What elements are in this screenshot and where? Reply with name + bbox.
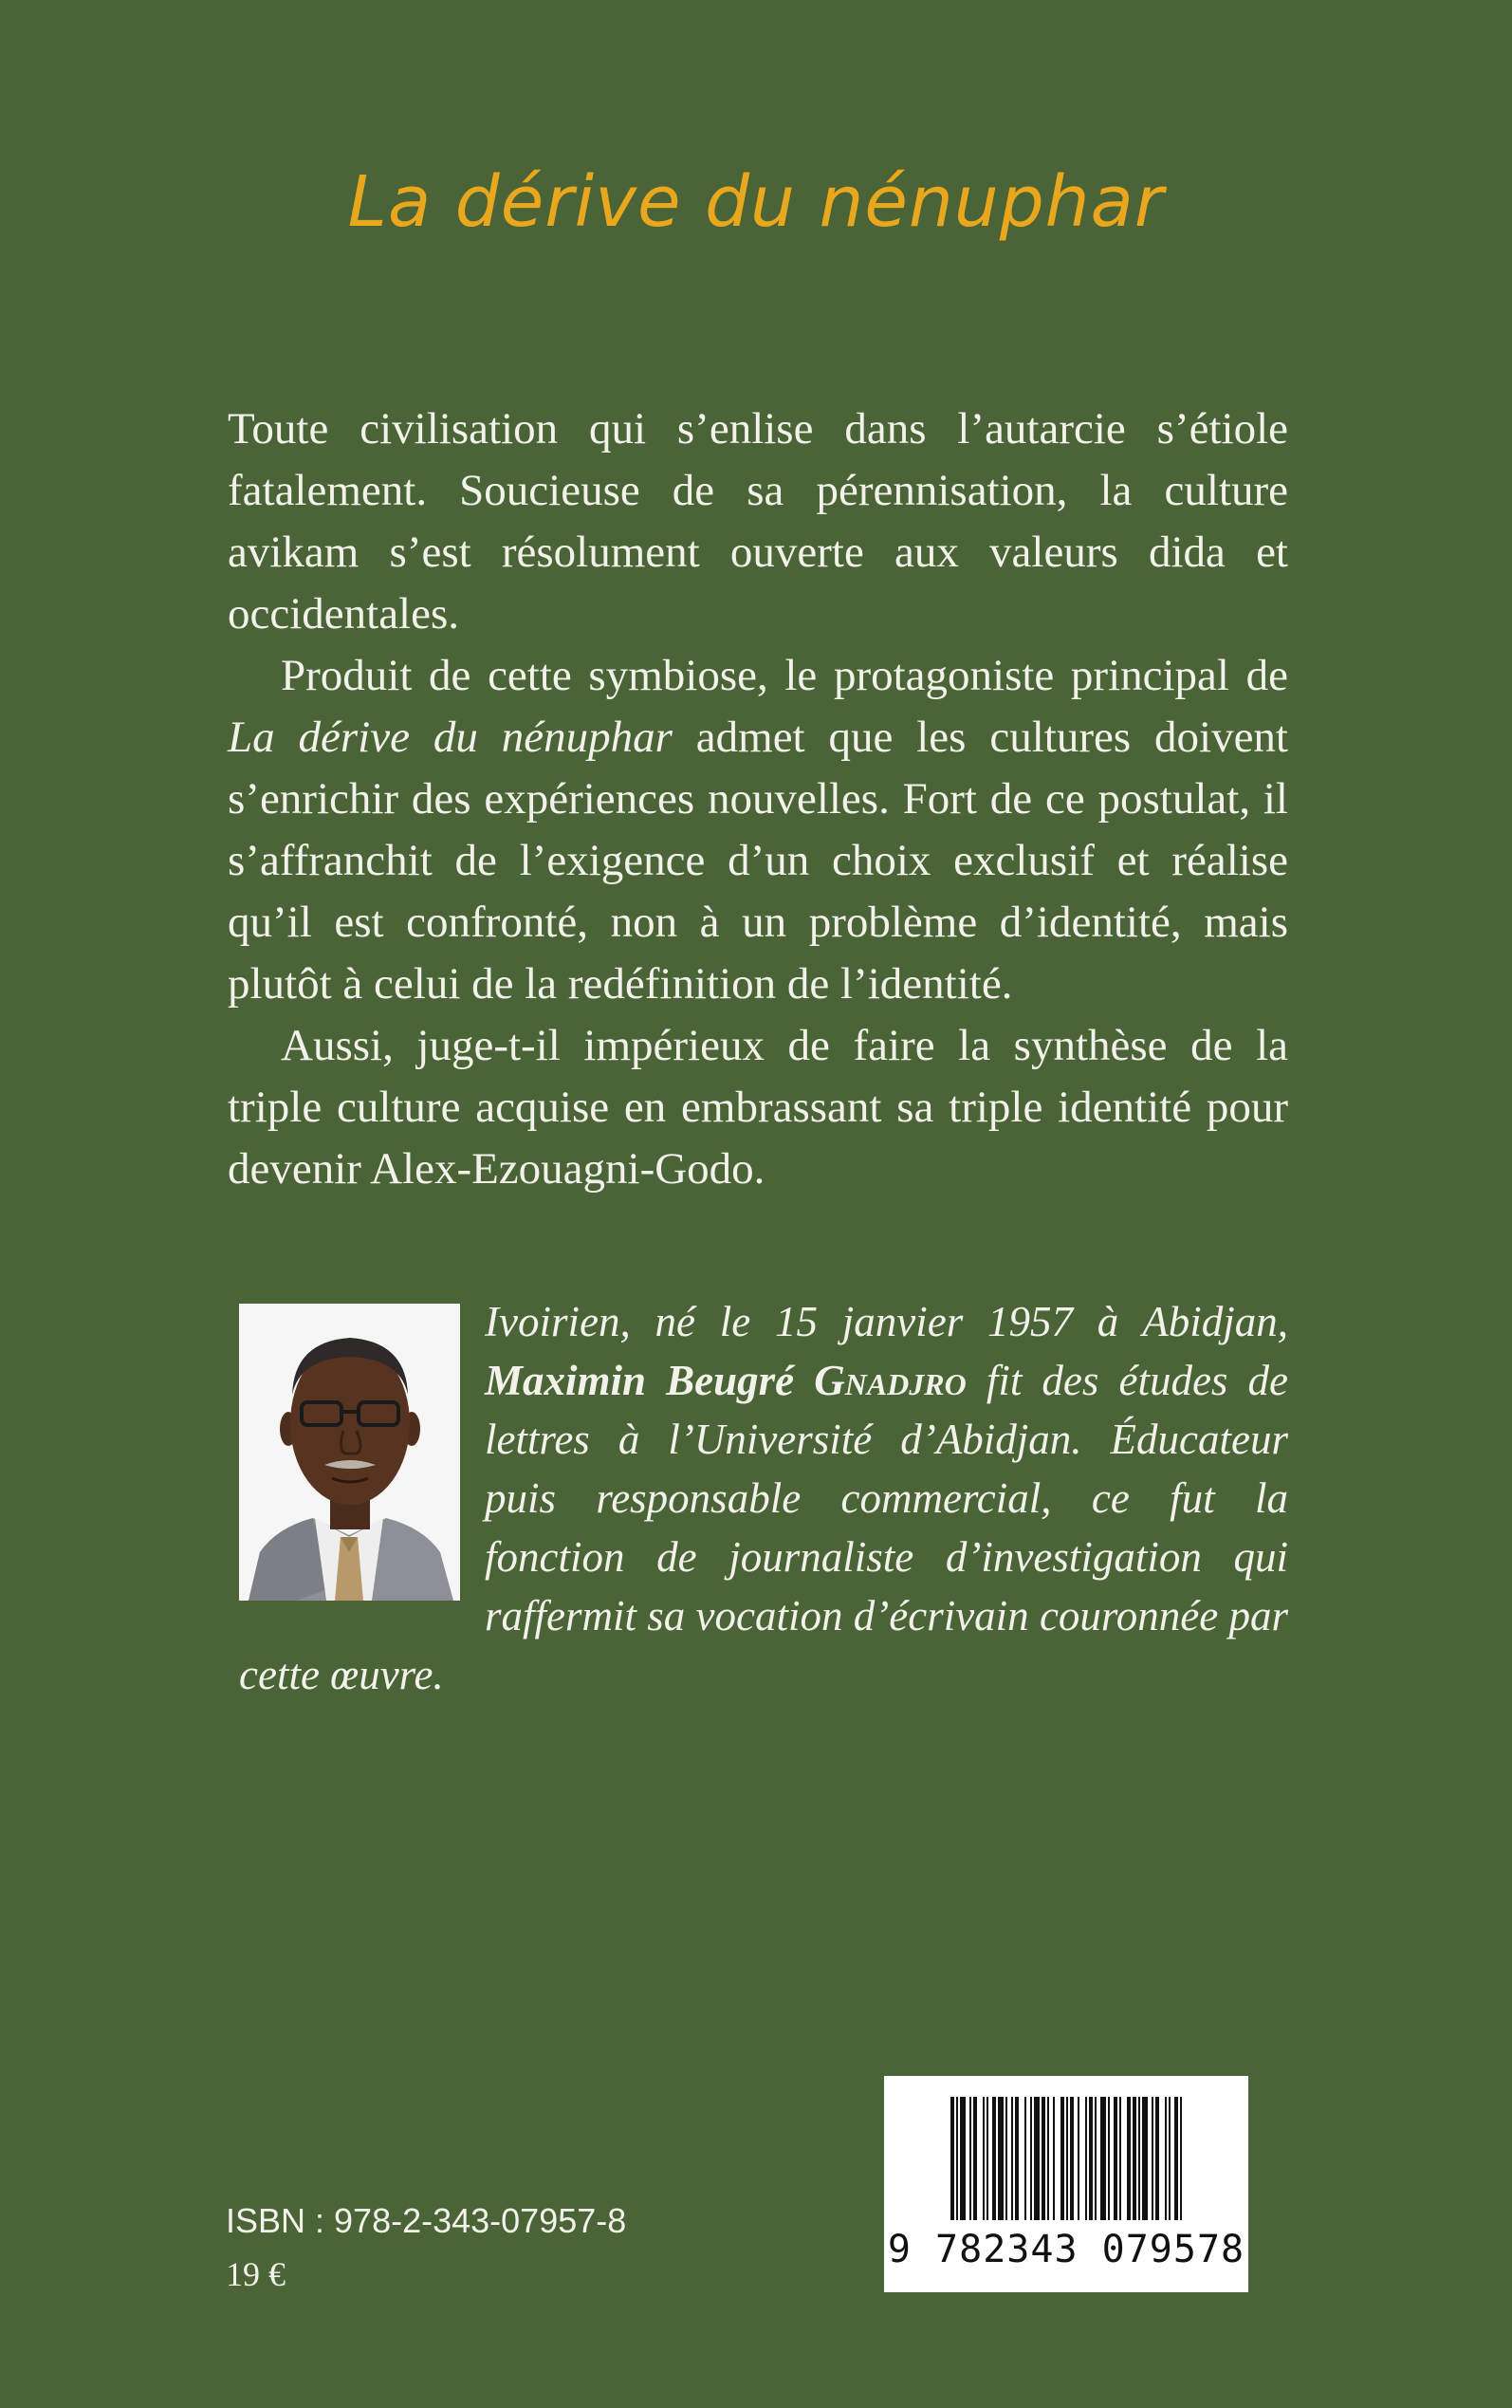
barcode-bars [950,2097,1182,2220]
blurb-paragraph-3: Aussi, juge-t-il impérieux de faire la synthèse de la triple culture acquise en embrassant sa triple identité pour devenir Alex-Ezouagni-Godo. [228,1021,1288,1194]
barcode-bar [1085,2097,1087,2220]
barcode-bar [1030,2097,1032,2220]
barcode-bar [1047,2097,1049,2220]
barcode-bar [1070,2097,1074,2220]
barcode-bar [1015,2097,1019,2220]
barcode-bar [1155,2097,1159,2220]
barcode-bar [1127,2097,1131,2220]
isbn-label: ISBN : 978-2-343-07957-8 [226,2201,627,2240]
barcode-bar [1078,2097,1079,2220]
barcode-bar [969,2097,971,2220]
barcode-bar [1089,2097,1093,2220]
barcode-bar [1034,2097,1040,2220]
barcode-bar [1005,2097,1007,2220]
barcode-bar [1138,2097,1140,2220]
barcode-bar [960,2097,966,2220]
barcode-bar [1180,2097,1182,2220]
barcode-bar [1165,2097,1167,2220]
barcode [884,2076,1248,2292]
barcode-bar [1024,2097,1026,2220]
barcode-bar [1114,2097,1117,2220]
barcode-bar [1169,2097,1171,2220]
barcode-bar [973,2097,977,2220]
author-bio-end: fit des études de lettres à l’Université d’Abidjan. Éducateur puis responsable commercial, ce fut la fonction de journaliste d’investigation qui raffermit sa vocation d’écrivain couronnée par cette œuvre. [239,1357,1288,1698]
back-cover-blurb [228,398,1288,1200]
book-title: La dérive du nénuphar [347,161,1165,243]
barcode-bar [1142,2097,1148,2220]
blurb-book-title: La dérive du nénuphar [228,713,673,762]
author-bio-start: Ivoirien, né le 15 janvier 1957 à Abidjan, [485,1298,1288,1345]
barcode-bar [956,2097,958,2220]
barcode-bar [1066,2097,1068,2220]
barcode-bar [1174,2097,1178,2220]
barcode-bar [950,2097,954,2220]
author-surname: Gnadjro [814,1357,967,1404]
barcode-bar [1133,2097,1136,2220]
barcode-bar [1152,2097,1153,2220]
barcode-bar [1100,2097,1106,2220]
barcode-bar [1011,2097,1013,2220]
blurb-paragraph-2 [228,645,1288,1015]
blurb-paragraph-2-end: admet que les cultures doivent s’enrichir des expériences nouvelles. Fort de ce postulat, il s’affranchit de l’exigence d’un choix exclusif et réalise qu’il est confronté, non à un problème d’identité, mais plutôt à celui de la redéfinition de l’identité. [228,713,1288,1009]
barcode-bar [983,2097,985,2220]
author-portrait-illustration [239,1304,460,1601]
barcode-bar [1095,2097,1097,2220]
price-label: 19 € [226,2255,286,2293]
barcode-bar [1042,2097,1045,2220]
barcode-bar [992,2097,996,2220]
author-portrait [239,1304,460,1601]
author-name: Maximin Beugré [485,1357,815,1404]
barcode-bar [998,2097,1004,2220]
barcode-bar [1119,2097,1121,2220]
barcode-bar [1060,2097,1064,2220]
barcode-bar [986,2097,988,2220]
barcode-bar [1053,2097,1055,2220]
blurb-paragraph-2-start: Produit de cette symbiose, le protagoniste principal de [281,651,1288,700]
barcode-bar [1108,2097,1110,2220]
blurb-paragraph-1: Toute civilisation qui s’enlise dans l’autarcie s’étiole fatalement. Soucieuse de sa pérennisation, la culture avikam s’est résolument ouverte aux valeurs dida et occidentales. [228,404,1288,639]
author-section [239,1292,1288,1704]
barcode-digits: 9 782343 079578 [887,2228,1245,2271]
